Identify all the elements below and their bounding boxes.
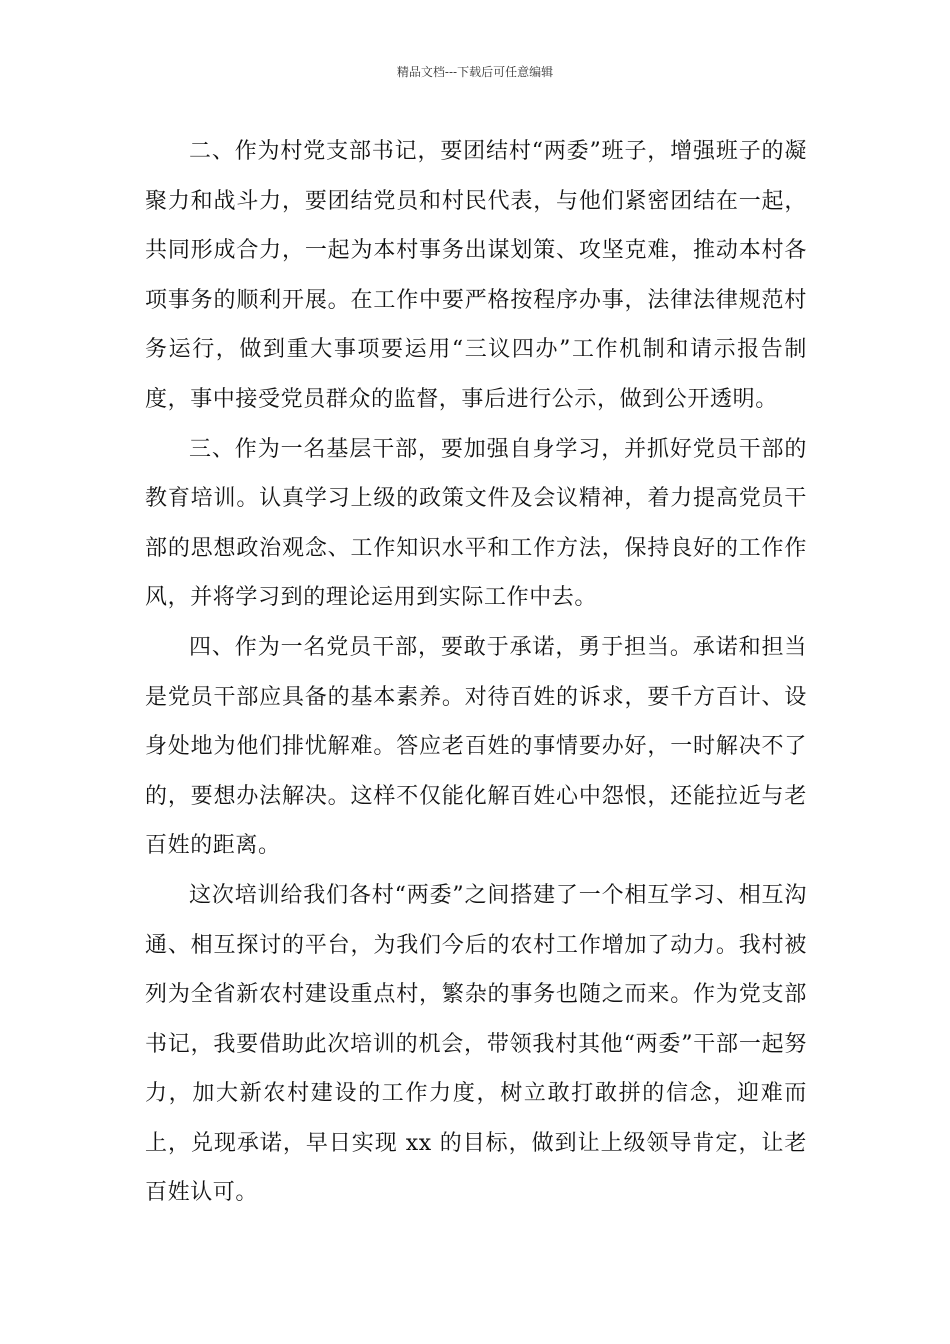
page-header: 精品文档---下载后可任意编辑 — [396, 65, 554, 79]
paragraph-3: 三、作为一名基层干部，要加强自身学习，并抓好党员干部的教育培训。认真学习上级的政策文件及会议精神，着力提高党员干部的思想政治观念、工作知识水平和工作方法，保持良好的工作作风，并将学习到的理论运用到实际工作中去。 — [145, 436, 807, 611]
document-body — [145, 127, 807, 1218]
paragraph-4: 四、作为一名党员干部，要敢于承诺，勇于担当。承诺和担当是党员干部应具备的基本素养。对待百姓的诉求，要千方百计、设身处地为他们排忧解难。答应老百姓的事情要办好，一时解决不了的，要想办法解决。这样不仅能化解百姓心中怨恨，还能拉近与老百姓的距离。 — [145, 634, 807, 859]
paragraph-2: 二、作为村党支部书记，要团结村“两委”班子，增强班子的凝聚力和战斗力，要团结党员和村民代表，与他们紧密团结在一起，共同形成合力，一起为本村事务出谋划策、攻坚克难，推动本村各项事务的顺利开展。在工作中要严格按程序办事，法律法律规范村务运行，做到重大事项要运用“三议四办”工作机制和请示报告制度，事中接受党员群众的监督，事后进行公示，做到公开透明。 — [145, 139, 807, 412]
paragraph-conclusion: 这次培训给我们各村“两委”之间搭建了一个相互学习、相互沟通、相互探讨的平台，为我们今后的农村工作增加了动力。我村被列为全省新农村建设重点村，繁杂的事务也随之而来。作为党支部书记，我要借助此次培训的机会，带领我村其他“两委”干部一起努力，加大新农村建设的工作力度，树立敢打敢拼的信念，迎难而上，兑现承诺，早日实现 xx 的目标，做到让上级领导肯定，让老百姓认可。 — [145, 882, 807, 1206]
